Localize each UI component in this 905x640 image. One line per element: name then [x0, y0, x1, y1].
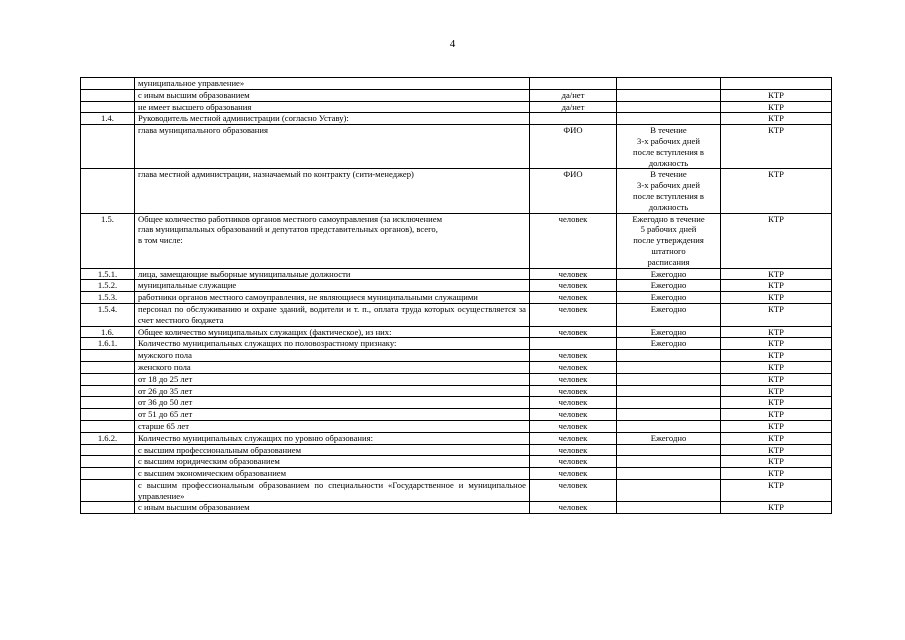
- indicator-cell: от 51 до 65 лет: [135, 409, 530, 421]
- row-number-cell: [81, 373, 135, 385]
- source-cell: КТР: [721, 420, 832, 432]
- row-number-cell: [81, 361, 135, 373]
- deadline-cell: [617, 468, 721, 480]
- deadline-cell: [617, 373, 721, 385]
- source-cell: КТР: [721, 502, 832, 514]
- row-number-cell: 1.5.2.: [81, 280, 135, 292]
- table-row: [81, 169, 832, 213]
- source-cell: КТР: [721, 385, 832, 397]
- row-number-cell: 1.4.: [81, 113, 135, 125]
- table-row: [81, 326, 832, 338]
- unit-cell: ФИО: [530, 125, 617, 169]
- table-row: [81, 280, 832, 292]
- deadline-cell: В течение 3-х рабочих дней после вступления в должность: [617, 125, 721, 169]
- table-row: [81, 338, 832, 350]
- unit-cell: [530, 78, 617, 90]
- deadline-cell: [617, 397, 721, 409]
- row-number-cell: 1.5.4.: [81, 303, 135, 326]
- deadline-cell: [617, 385, 721, 397]
- table-row: [81, 444, 832, 456]
- row-number-cell: 1.5.: [81, 213, 135, 268]
- source-cell: КТР: [721, 89, 832, 101]
- unit-cell: человек: [530, 303, 617, 326]
- source-cell: КТР: [721, 213, 832, 268]
- table-row: [81, 432, 832, 444]
- deadline-cell: Ежегодно: [617, 280, 721, 292]
- table-row: [81, 113, 832, 125]
- table-row: [81, 420, 832, 432]
- row-number-cell: 1.5.1.: [81, 268, 135, 280]
- source-cell: КТР: [721, 280, 832, 292]
- table-row: [81, 479, 832, 502]
- unit-cell: человек: [530, 268, 617, 280]
- deadline-cell: [617, 350, 721, 362]
- deadline-cell: [617, 409, 721, 421]
- indicator-cell: от 36 до 50 лет: [135, 397, 530, 409]
- indicator-cell: глава муниципального образования: [135, 125, 530, 169]
- deadline-cell: [617, 456, 721, 468]
- indicator-cell: работники органов местного самоуправления, не являющиеся муниципальными служащими: [135, 292, 530, 304]
- deadline-cell: Ежегодно: [617, 326, 721, 338]
- unit-cell: [530, 113, 617, 125]
- table-row: [81, 361, 832, 373]
- indicator-cell: от 26 до 35 лет: [135, 385, 530, 397]
- source-cell: КТР: [721, 326, 832, 338]
- deadline-cell: Ежегодно: [617, 338, 721, 350]
- deadline-cell: Ежегодно: [617, 268, 721, 280]
- deadline-cell: [617, 361, 721, 373]
- indicator-cell: Руководитель местной администрации (согласно Уставу):: [135, 113, 530, 125]
- row-number-cell: [81, 444, 135, 456]
- unit-cell: человек: [530, 432, 617, 444]
- row-number-cell: [81, 397, 135, 409]
- row-number-cell: 1.6.1.: [81, 338, 135, 350]
- indicator-cell: от 18 до 25 лет: [135, 373, 530, 385]
- deadline-cell: [617, 420, 721, 432]
- unit-cell: человек: [530, 468, 617, 480]
- indicator-cell: с высшим профессиональным образованием по специальности «Государственное и муниципальное управление»: [135, 479, 530, 502]
- unit-cell: человек: [530, 397, 617, 409]
- indicator-cell: муниципальное управление»: [135, 78, 530, 90]
- unit-cell: человек: [530, 292, 617, 304]
- deadline-cell: В течение 3-х рабочих дней после вступления в должность: [617, 169, 721, 213]
- table-row: [81, 468, 832, 480]
- deadline-cell: [617, 78, 721, 90]
- table-row: [81, 89, 832, 101]
- row-number-cell: 1.6.2.: [81, 432, 135, 444]
- row-number-cell: [81, 456, 135, 468]
- source-cell: КТР: [721, 113, 832, 125]
- unit-cell: человек: [530, 479, 617, 502]
- source-cell: КТР: [721, 468, 832, 480]
- row-number-cell: 1.5.3.: [81, 292, 135, 304]
- source-cell: КТР: [721, 338, 832, 350]
- indicator-cell: глава местной администрации, назначаемый по контракту (сити-менеджер): [135, 169, 530, 213]
- deadline-cell: Ежегодно в течение 5 рабочих дней после утверждения штатного расписания: [617, 213, 721, 268]
- row-number-cell: [81, 468, 135, 480]
- row-number-cell: 1.6.: [81, 326, 135, 338]
- deadline-cell: [617, 113, 721, 125]
- source-cell: КТР: [721, 303, 832, 326]
- table-row: [81, 350, 832, 362]
- indicator-cell: Общее количество муниципальных служащих (фактическое), из них:: [135, 326, 530, 338]
- unit-cell: человек: [530, 502, 617, 514]
- indicator-cell: с высшим экономическим образованием: [135, 468, 530, 480]
- source-cell: КТР: [721, 361, 832, 373]
- indicator-cell: с высшим юридическим образованием: [135, 456, 530, 468]
- unit-cell: человек: [530, 280, 617, 292]
- table-row: [81, 125, 832, 169]
- indicator-cell: персонал по обслуживанию и охране зданий, водители и т. п., оплата труда которых осуществляется за счет местного бюджета: [135, 303, 530, 326]
- unit-cell: да/нет: [530, 101, 617, 113]
- deadline-cell: [617, 444, 721, 456]
- table-row: [81, 101, 832, 113]
- source-cell: КТР: [721, 397, 832, 409]
- indicator-cell: Общее количество работников органов местного самоуправления (за исключением глав муниципальных образований и депутатов представительных органов), всего, в том числе:: [135, 213, 530, 268]
- source-cell: КТР: [721, 456, 832, 468]
- row-number-cell: [81, 78, 135, 90]
- deadline-cell: [617, 479, 721, 502]
- indicator-cell: женского пола: [135, 361, 530, 373]
- table-row: [81, 78, 832, 90]
- table-row: [81, 456, 832, 468]
- unit-cell: человек: [530, 213, 617, 268]
- table-row: [81, 409, 832, 421]
- unit-cell: человек: [530, 409, 617, 421]
- unit-cell: человек: [530, 350, 617, 362]
- indicator-cell: с иным высшим образованием: [135, 502, 530, 514]
- unit-cell: [530, 338, 617, 350]
- deadline-cell: Ежегодно: [617, 292, 721, 304]
- source-cell: КТР: [721, 101, 832, 113]
- unit-cell: человек: [530, 326, 617, 338]
- source-cell: КТР: [721, 350, 832, 362]
- deadline-cell: Ежегодно: [617, 432, 721, 444]
- unit-cell: человек: [530, 385, 617, 397]
- deadline-cell: Ежегодно: [617, 303, 721, 326]
- row-number-cell: [81, 125, 135, 169]
- row-number-cell: [81, 350, 135, 362]
- row-number-cell: [81, 502, 135, 514]
- indicator-cell: Количество муниципальных служащих по уровню образования:: [135, 432, 530, 444]
- source-cell: КТР: [721, 268, 832, 280]
- table-row: [81, 303, 832, 326]
- unit-cell: человек: [530, 444, 617, 456]
- row-number-cell: [81, 89, 135, 101]
- unit-cell: ФИО: [530, 169, 617, 213]
- source-cell: КТР: [721, 479, 832, 502]
- row-number-cell: [81, 385, 135, 397]
- table-row: [81, 502, 832, 514]
- row-number-cell: [81, 169, 135, 213]
- deadline-cell: [617, 502, 721, 514]
- unit-cell: человек: [530, 456, 617, 468]
- unit-cell: да/нет: [530, 89, 617, 101]
- indicator-cell: с иным высшим образованием: [135, 89, 530, 101]
- source-cell: [721, 78, 832, 90]
- table-row: [81, 213, 832, 268]
- indicators-table: [80, 77, 832, 514]
- unit-cell: человек: [530, 420, 617, 432]
- source-cell: КТР: [721, 409, 832, 421]
- row-number-cell: [81, 409, 135, 421]
- source-cell: КТР: [721, 125, 832, 169]
- unit-cell: человек: [530, 361, 617, 373]
- source-cell: КТР: [721, 169, 832, 213]
- indicator-cell: Количество муниципальных служащих по половозрастному признаку:: [135, 338, 530, 350]
- indicator-cell: не имеет высшего образования: [135, 101, 530, 113]
- source-cell: КТР: [721, 373, 832, 385]
- indicator-cell: с высшим профессиональным образованием: [135, 444, 530, 456]
- deadline-cell: [617, 89, 721, 101]
- unit-cell: человек: [530, 373, 617, 385]
- table-row: [81, 292, 832, 304]
- table-row: [81, 397, 832, 409]
- table-row: [81, 268, 832, 280]
- row-number-cell: [81, 420, 135, 432]
- indicator-cell: старше 65 лет: [135, 420, 530, 432]
- row-number-cell: [81, 479, 135, 502]
- row-number-cell: [81, 101, 135, 113]
- deadline-cell: [617, 101, 721, 113]
- indicator-cell: мужского пола: [135, 350, 530, 362]
- source-cell: КТР: [721, 432, 832, 444]
- page-number: 4: [449, 38, 456, 50]
- table-row: [81, 373, 832, 385]
- indicator-cell: лица, замещающие выборные муниципальные должности: [135, 268, 530, 280]
- indicator-cell: муниципальные служащие: [135, 280, 530, 292]
- table-row: [81, 385, 832, 397]
- source-cell: КТР: [721, 292, 832, 304]
- source-cell: КТР: [721, 444, 832, 456]
